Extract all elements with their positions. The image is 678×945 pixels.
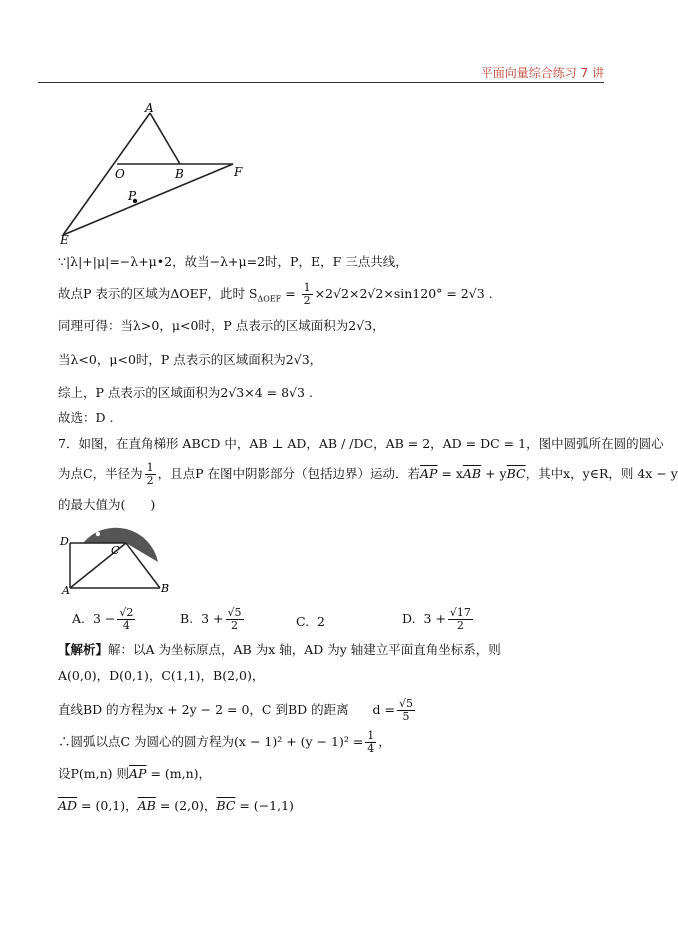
- fraction: [397, 698, 415, 723]
- fraction-numerator: √2: [119, 606, 134, 619]
- solution-line-2: [58, 282, 493, 308]
- subscript: ΔOEF: [257, 294, 282, 304]
- fraction-numerator: 1: [367, 729, 375, 742]
- fraction-numerator: 1: [146, 461, 154, 474]
- choice-letter: B.: [180, 611, 194, 626]
- trapezoid-figure: [58, 520, 183, 595]
- choice-letter: C.: [296, 614, 310, 629]
- vector-ad: $\overline{AD}$: [58, 798, 78, 813]
- choice-text: 3 +: [423, 611, 446, 626]
- header-rule: [38, 82, 604, 83]
- analysis-line-6: [58, 798, 294, 814]
- fraction-denominator: 2: [231, 619, 239, 632]
- text-segment: 为点C，半径为: [58, 466, 143, 481]
- text-segment: + y: [481, 466, 507, 481]
- fraction: [302, 282, 313, 307]
- vector-ap: $\overline{AP}$: [419, 466, 438, 481]
- header-title: 平面向量综合练习 7 讲: [480, 66, 604, 80]
- analysis-line-2: A(0,0)，D(0,1)，C(1,1)，B(2,0)，: [58, 668, 265, 683]
- fraction-denominator: 2: [303, 294, 311, 307]
- choice-b[interactable]: [180, 607, 246, 632]
- analysis-tag: 【解析】: [58, 642, 109, 657]
- fraction: [365, 730, 376, 755]
- label-e: E: [60, 233, 69, 247]
- label-a: A: [145, 101, 154, 115]
- choice-letter: D.: [402, 611, 416, 626]
- label-a: A: [62, 584, 70, 597]
- fraction-numerator: √5: [227, 606, 242, 619]
- solution-line-3: 同理可得：当λ>0，μ<0时，P 点表示的区域面积为2√3，: [58, 318, 385, 333]
- label-p: P: [90, 523, 98, 536]
- text-segment: = (2,0)，: [155, 798, 217, 813]
- fraction-denominator: 4: [122, 619, 130, 632]
- analysis-line-1: [58, 642, 501, 658]
- text-segment: =: [281, 286, 300, 301]
- label-b: B: [175, 167, 184, 181]
- fraction-numerator: √17: [449, 606, 471, 619]
- choice-text: 2: [317, 614, 325, 629]
- vector-bc: $\overline{BC}$: [506, 466, 526, 481]
- label-c: C: [111, 544, 120, 557]
- text-segment: = (−1,1): [235, 798, 294, 813]
- text-segment: = x: [437, 466, 463, 481]
- text-segment: 设P(m,n) 则: [58, 766, 130, 781]
- edge-ab: [150, 113, 180, 164]
- solution-line-5: 综上，P 点表示的区域面积为2√3×4 = 8√3 .: [58, 385, 313, 400]
- text-segment: ，且点P 在图中阴影部分（包括边界）运动．若: [157, 466, 420, 481]
- text-segment: ∴圆弧以点C 为圆心的圆方程为(x − 1)² + (y − 1)² =: [58, 734, 364, 749]
- label-b: B: [161, 582, 170, 595]
- choice-a[interactable]: [72, 607, 137, 632]
- text-segment: 直线BD 的方程为x + 2y − 2 = 0，C 到BD 的距离: [58, 702, 349, 717]
- text-segment: = (0,1)，: [77, 798, 138, 813]
- text-segment: ×2√2×2√2×sin120° = 2√3 .: [314, 286, 493, 301]
- label-f: F: [234, 165, 243, 179]
- fraction-numerator: √5: [398, 697, 413, 710]
- choice-c[interactable]: [296, 614, 325, 629]
- fraction-denominator: 2: [146, 474, 154, 487]
- label-d: D: [60, 535, 69, 548]
- vector-ap: $\overline{AP}$: [129, 766, 147, 781]
- text-segment: 故点P 表示的区域为ΔOEF，此时 S: [58, 286, 258, 301]
- fraction-denominator: 5: [402, 710, 410, 723]
- question7-line-2: [58, 462, 678, 487]
- vector-bc: $\overline{BC}$: [216, 798, 236, 813]
- analysis-line-5: [58, 766, 211, 782]
- fraction: [226, 607, 244, 632]
- question7-line-1: 7．如图，在直角梯形 ABCD 中，AB ⊥ AD，AB / /DC，AB = 2，AD = DC = 1，图中圆弧所在圆的圆心: [58, 436, 664, 451]
- analysis-line-3: [58, 698, 417, 723]
- vector-ab: $\overline{AB}$: [137, 798, 156, 813]
- triangle-figure: [55, 100, 255, 245]
- text-segment: = (m,n)，: [146, 766, 212, 781]
- fraction: [145, 462, 156, 487]
- fraction: [117, 607, 135, 632]
- solution-line-6: 故选：D .: [58, 410, 114, 425]
- fraction-denominator: 2: [456, 619, 464, 632]
- choice-text: 3 +: [201, 611, 224, 626]
- fraction: [448, 607, 473, 632]
- fraction-denominator: 4: [367, 742, 375, 755]
- text-segment: ，其中x，y∈R，则 4x − y: [525, 466, 678, 481]
- label-o: O: [115, 167, 125, 181]
- text-segment: d =: [372, 702, 395, 717]
- vector-ab: $\overline{AB}$: [462, 466, 482, 481]
- text-segment: ，: [378, 734, 391, 749]
- analysis-line-4: [58, 730, 391, 755]
- label-p: P: [128, 189, 137, 203]
- fraction-numerator: 1: [303, 281, 311, 294]
- choice-d[interactable]: [402, 607, 475, 632]
- choice-text: 3 −: [92, 611, 116, 626]
- text-segment: 解：以A 为坐标原点，AB 为x 轴，AD 为y 轴建立平面直角坐标系，则: [108, 642, 501, 657]
- question7-line-3: 的最大值为( ): [58, 497, 156, 512]
- solution-line-1: ∵|λ|+|μ|=−λ+μ•2，故当−λ+μ=2时，P，E，F 三点共线，: [58, 254, 408, 269]
- choice-letter: A.: [72, 611, 86, 626]
- solution-line-4: 当λ<0，μ<0时，P 点表示的区域面积为2√3，: [58, 352, 323, 367]
